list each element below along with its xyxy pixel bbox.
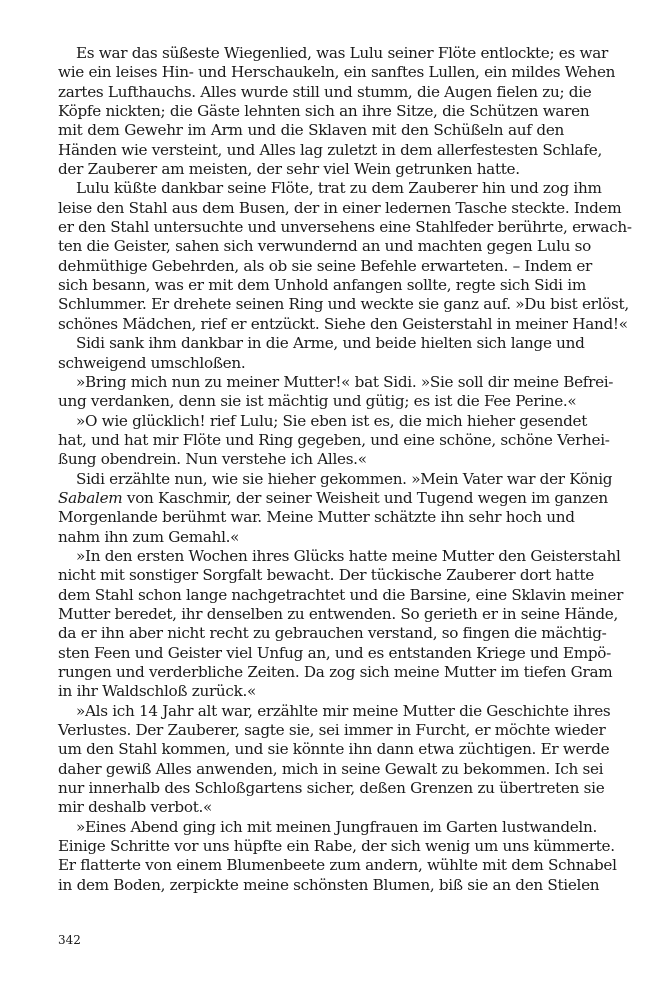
text-line: Köpfe nickten; die Gäste lehnten sich an ihre Sitze, die Schützen waren bbox=[58, 102, 590, 121]
text-line: Lulu küßte dankbar seine Flöte, trat zu dem Zauberer hin und zog ihm bbox=[76, 179, 602, 198]
text-line: Er flatterte von einem Blumenbeete zum andern, wühlte mit dem Schnabel bbox=[58, 856, 617, 875]
text-line: »O wie glücklich! rief Lulu; Sie eben ist es, die mich hieher gesendet bbox=[76, 411, 587, 430]
text-line: sten Feen und Geister viel Unfug an, und es entstanden Kriege und Empö- bbox=[58, 643, 611, 662]
text-line: Schlummer. Er drehete seinen Ring und weckte sie ganz auf. »Du bist erlöst, bbox=[58, 295, 629, 314]
text-line: er den Stahl untersuchte und unversehens eine Stahlfeder berührte, erwach- bbox=[58, 218, 632, 237]
text-line: sich besann, was er mit dem Unhold anfangen sollte, regte sich Sidi im bbox=[58, 276, 586, 295]
text-line: daher gewiß Alles anwenden, mich in seine Gewalt zu bekommen. Ich sei bbox=[58, 759, 604, 778]
text-line: Verlustes. Der Zauberer, sagte sie, sei immer in Furcht, er möchte wieder bbox=[58, 721, 606, 740]
book-page-text bbox=[58, 44, 632, 895]
text-line: schönes Mädchen, rief er entzückt. Siehe den Geisterstahl in meiner Hand!« bbox=[58, 314, 628, 333]
text-line: Einige Schritte vor uns hüpfte ein Rabe, der sich wenig um uns kümmerte. bbox=[58, 837, 615, 856]
text-line: mit dem Gewehr im Arm und die Sklaven mit den Schüßeln auf den bbox=[58, 121, 564, 140]
text-line: ung verdanken, denn sie ist mächtig und gütig; es ist die Fee Perine.« bbox=[58, 392, 577, 411]
text-line: Es war das süßeste Wiegenlied, was Lulu seiner Flöte entlockte; es war bbox=[76, 44, 608, 62]
text-line: Sidi erzählte nun, wie sie hieher gekommen. »Mein Vater war der König bbox=[76, 469, 613, 488]
text-line: der Zauberer am meisten, der sehr viel Wein getrunken hatte. bbox=[58, 160, 520, 179]
text-line: hat, und hat mir Flöte und Ring gegeben, und eine schöne, schöne Verhei- bbox=[58, 430, 610, 449]
text-line: Mutter beredet, ihr denselben zu entwenden. So gerieth er in seine Hände, bbox=[58, 604, 619, 623]
text-line: zartes Lufthauchs. Alles wurde still und stumm, die Augen fielen zu; die bbox=[58, 82, 592, 101]
text-line: um den Stahl kommen, und sie könnte ihn dann etwa züchtigen. Er werde bbox=[58, 740, 610, 759]
text-line: Morgenlande berühmt war. Meine Mutter schätzte ihn sehr hoch und bbox=[58, 508, 575, 527]
text-line: in ihr Waldschloß zurück.« bbox=[58, 682, 257, 701]
page-number: 342 bbox=[58, 933, 81, 947]
text-line: schweigend umschloßen. bbox=[58, 353, 246, 372]
text-line: »In den ersten Wochen ihres Glücks hatte meine Mutter den Geisterstahl bbox=[76, 546, 621, 565]
text-line: »Bring mich nun zu meiner Mutter!« bat Sidi. »Sie soll dir meine Befrei- bbox=[76, 372, 614, 391]
text-line: wie ein leises Hin- und Herschaukeln, ein sanftes Lullen, ein mildes Wehen bbox=[58, 63, 616, 82]
text-line: nur innerhalb des Schloßgartens sicher, deßen Grenzen zu übertreten sie bbox=[58, 779, 605, 798]
text-line: in dem Boden, zerpickte meine schönsten Blumen, biß sie an den Stielen bbox=[58, 875, 600, 894]
text-line: mir deshalb verbot.« bbox=[58, 798, 213, 817]
text-line: »Als ich 14 Jahr alt war, erzählte mir meine Mutter die Geschichte ihres bbox=[76, 701, 611, 720]
text-line: dem Stahl schon lange nachgetrachtet und die Barsine, eine Sklavin meiner bbox=[58, 585, 624, 604]
text-line: nahm ihn zum Gemahl.« bbox=[58, 527, 240, 546]
text-line: dehmüthige Gebehrden, als ob sie seine Befehle erwarteten. – Indem er bbox=[58, 256, 592, 275]
text-line: Sidi sank ihm dankbar in die Arme, und beide hielten sich lange und bbox=[76, 334, 585, 353]
text-line: Sabalem von Kaschmir, der seiner Weisheit und Tugend wegen im ganzen bbox=[58, 488, 608, 507]
text-line: nicht mit sonstiger Sorgfalt bewacht. Der tückische Zauberer dort hatte bbox=[58, 566, 594, 585]
text-line: ten die Geister, sahen sich verwundernd an und machten gegen Lulu so bbox=[58, 237, 592, 256]
text-line: leise den Stahl aus dem Busen, der in einer ledernen Tasche steckte. Indem bbox=[58, 198, 622, 217]
text-line: rungen und verderbliche Zeiten. Da zog sich meine Mutter im tiefen Gram bbox=[58, 663, 613, 681]
text-line: da er ihn aber nicht recht zu gebrauchen verstand, so fingen die mächtig- bbox=[58, 624, 607, 643]
text-line: Händen wie versteint, und Alles lag zuletzt in dem allerfestesten Schlafe, bbox=[58, 140, 602, 159]
text-line: »Eines Abend ging ich mit meinen Jungfrauen im Garten lustwandeln. bbox=[76, 817, 598, 836]
text-line: ßung obendrein. Nun verstehe ich Alles.« bbox=[58, 450, 367, 469]
